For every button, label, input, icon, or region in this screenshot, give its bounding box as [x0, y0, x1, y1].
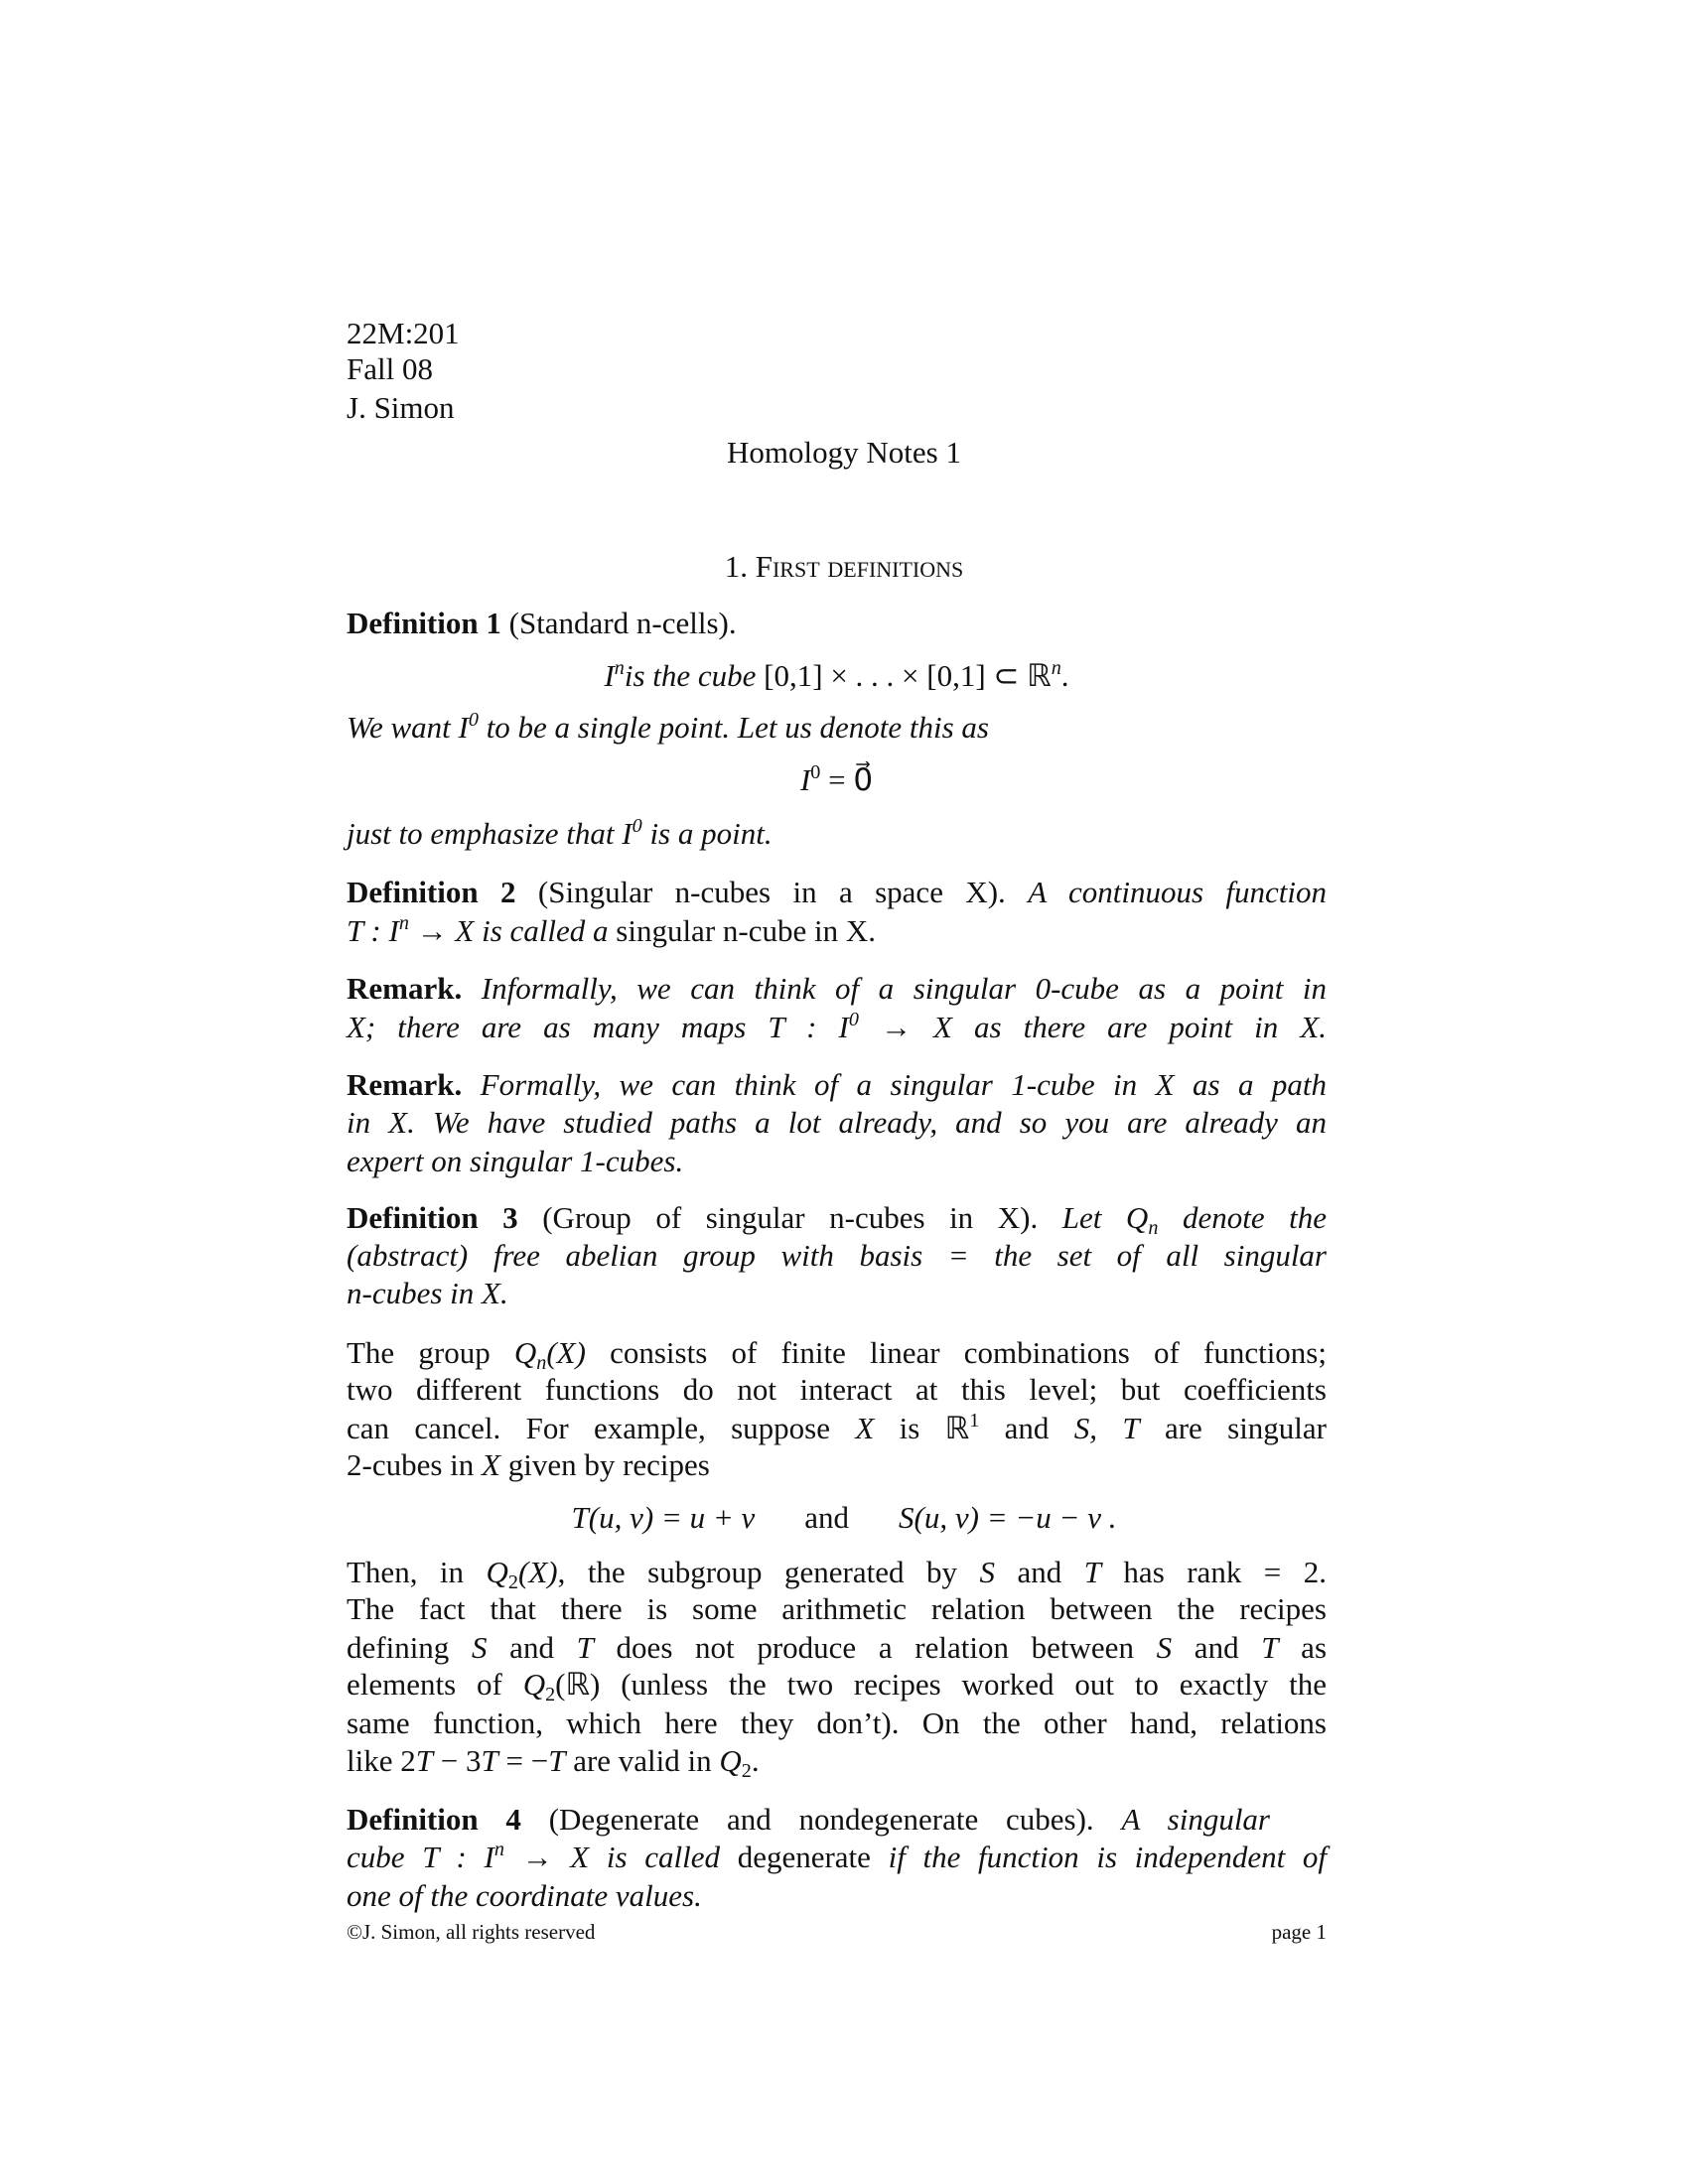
math-text: T [1261, 1630, 1279, 1665]
text-segment: The group [347, 1335, 514, 1370]
text-segment [347, 605, 1327, 642]
text-segment [347, 874, 1327, 911]
superscript: 0 [632, 814, 642, 837]
text-segment [347, 970, 1327, 1008]
math-text: I [799, 762, 811, 797]
math-text: A singular [1121, 1802, 1270, 1837]
text-segment: just to emphasize that I [347, 816, 633, 851]
text-segment [347, 1199, 1328, 1240]
text-segment: Then, in [347, 1555, 487, 1589]
text-segment: (Singular n-cubes in a space X). [537, 875, 1006, 909]
math-text: S(u, v) = −u − v . [899, 1500, 1117, 1535]
math-text: Q [522, 1667, 546, 1702]
superscript: n [493, 1838, 504, 1860]
text-segment [347, 1839, 1327, 1876]
subscript: n [1148, 1217, 1159, 1240]
text-segment: defining [347, 1630, 472, 1665]
footer [347, 1913, 1327, 1951]
math-text: is the cube [624, 658, 765, 693]
subscript: 2 [507, 1571, 518, 1594]
math-text: X [855, 1411, 875, 1445]
math-text: T(u, v) = u + v [571, 1500, 756, 1535]
text-segment [347, 1334, 1327, 1375]
superscript: 1 [969, 1409, 980, 1432]
superscript: n [398, 911, 409, 934]
math-text: T [548, 1743, 566, 1778]
text-segment [347, 912, 1327, 950]
text-segment: We want I [347, 710, 469, 745]
superscript: 0 [810, 760, 821, 783]
math-text: T [576, 1630, 594, 1665]
text-line [347, 815, 1327, 853]
text-segment: (Group of singular n-cubes in X). [542, 1200, 1039, 1235]
text-segment [347, 1629, 1327, 1667]
text-segment: is ℝ [874, 1411, 970, 1445]
math-text: Informally, we can think of a singular 0-cube as a point in [481, 971, 1327, 1006]
text-segment: is a point. [641, 816, 773, 851]
page-number: page 1 [1271, 1920, 1327, 1944]
math-text: (X) [518, 1555, 558, 1589]
math-text: cube T : I [347, 1840, 494, 1874]
text-segment: and [804, 1500, 850, 1535]
text-segment [347, 1554, 1328, 1594]
superscript: n [614, 656, 625, 679]
text-segment [347, 1666, 1327, 1704]
page-title: Homology Notes 1 [727, 435, 961, 470]
text-segment: = 0⃗ [820, 762, 874, 797]
text-segment: (abstract) free abelian group with basis = the set of all singular [347, 1238, 1327, 1273]
header-course: 22M:201 [347, 316, 460, 350]
equation-cube [347, 657, 1327, 695]
superscript: 0 [848, 1008, 859, 1030]
text-segment: degenerate [720, 1840, 889, 1874]
text-segment: consists of finite linear combinations of functions; [585, 1335, 1327, 1370]
text-segment: does not produce a relation between [593, 1630, 1157, 1665]
equation-point [347, 761, 1327, 799]
math-text: T [415, 1743, 433, 1778]
math-text: X [482, 1447, 500, 1482]
text-segment: and [487, 1630, 577, 1665]
text-segment: as [1278, 1630, 1328, 1665]
text-segment: (Degenerate and nondegenerate cubes). [548, 1802, 1094, 1837]
math-text: T [481, 1743, 498, 1778]
text-segment: two different functions do not interact at this level; but coefficients [347, 1372, 1327, 1407]
math-text: if the function is independent of [888, 1840, 1327, 1874]
text-segment: = − [497, 1743, 549, 1778]
text-segment: are singular [1139, 1411, 1327, 1445]
text-line [347, 709, 1327, 747]
math-text: S [979, 1555, 995, 1589]
text-segment: → X as there are point in X. [858, 1010, 1327, 1044]
text-segment [347, 1410, 1327, 1447]
math-text: S [472, 1630, 488, 1665]
text-segment: has rank = 2. [1100, 1555, 1328, 1589]
section-heading [0, 548, 1688, 586]
text-segment: , the subgroup generated by [557, 1555, 980, 1589]
def-name: (Standard n-cells). [508, 606, 737, 640]
text-segment: The fact that there is some arithmetic relation between the recipes [347, 1591, 1327, 1626]
math-text: denote the [1158, 1200, 1328, 1235]
text-segment: elements of [347, 1667, 523, 1702]
superscript: n [1051, 656, 1061, 679]
math-text: (X) [546, 1335, 586, 1370]
def-label: Definition 2 [347, 875, 516, 909]
def-label: Definition 3 [347, 1200, 518, 1235]
def-label: Definition 1 [347, 606, 501, 640]
equation-recipes [0, 1499, 1688, 1537]
header-author: J. Simon [347, 390, 455, 425]
text-segment: one of the coordinate values. [347, 1878, 702, 1913]
text-segment [347, 1801, 1270, 1839]
math-text: → X is called a [408, 913, 609, 948]
math-text: → X is called [503, 1840, 721, 1874]
math-text: S [1156, 1630, 1173, 1665]
text-segment: singular n-cube in X. [608, 913, 876, 948]
copyright: ©J. Simon, all rights reserved [347, 1920, 596, 1944]
text-segment: same function, which here they don’t). On the other hand, relations [347, 1706, 1327, 1740]
text-segment: (ℝ) (unless the two recipes worked out to exactly the [555, 1667, 1327, 1702]
math-text: S, T [1073, 1411, 1140, 1445]
text-segment [347, 1066, 1327, 1104]
math-text: Q [513, 1335, 537, 1370]
math-text: T : I [347, 913, 399, 948]
math-text: Q [486, 1555, 508, 1589]
remark-label: Remark. [347, 971, 463, 1006]
header-term: Fall 08 [347, 351, 433, 386]
text-segment: . [751, 1743, 760, 1778]
remark-label: Remark. [347, 1067, 463, 1102]
subscript: 2 [741, 1760, 752, 1783]
text-segment [347, 1009, 1327, 1046]
text-segment: and [994, 1555, 1084, 1589]
math-text: Let Q [1061, 1200, 1149, 1235]
text-segment: [0,1] × . . . × [0,1] ⊂ ℝ [764, 658, 1052, 693]
math-text: I [604, 658, 615, 693]
def-label: Definition 4 [347, 1802, 521, 1837]
text-segment: to be a single point. Let us denote this as [478, 710, 989, 745]
text-segment [347, 1446, 1327, 1484]
text-segment: and [1172, 1630, 1262, 1665]
text-segment: − 3 [433, 1743, 482, 1778]
section-number: 1. [724, 549, 748, 584]
math-text: A continuous function [1028, 875, 1328, 909]
text-segment: can cancel. For example, suppose [347, 1411, 856, 1445]
text-segment: 2-cubes in [347, 1447, 483, 1482]
subscript: 2 [545, 1684, 556, 1706]
text-segment: X; there are as many maps T : I [347, 1010, 849, 1044]
text-segment: n-cubes in X. [347, 1276, 508, 1310]
text-segment [347, 1742, 1327, 1783]
subscript: n [536, 1352, 547, 1375]
text-segment: are valid in [565, 1743, 720, 1778]
superscript: 0 [468, 708, 479, 731]
text-segment: like 2 [347, 1743, 416, 1778]
text-segment: expert on singular 1-cubes. [347, 1144, 684, 1178]
math-text: Formally, we can think of a singular 1-cube in X as a path [480, 1067, 1327, 1102]
text-segment: . [1060, 658, 1069, 693]
text-segment: given by recipes [499, 1447, 710, 1482]
math-text: T [1083, 1555, 1101, 1589]
text-segment: in X. We have studied paths a lot already, and so you are already an [347, 1105, 1327, 1140]
math-text: Q [719, 1743, 742, 1778]
text-segment: and [979, 1411, 1074, 1445]
section-title: First definitions [755, 549, 964, 584]
